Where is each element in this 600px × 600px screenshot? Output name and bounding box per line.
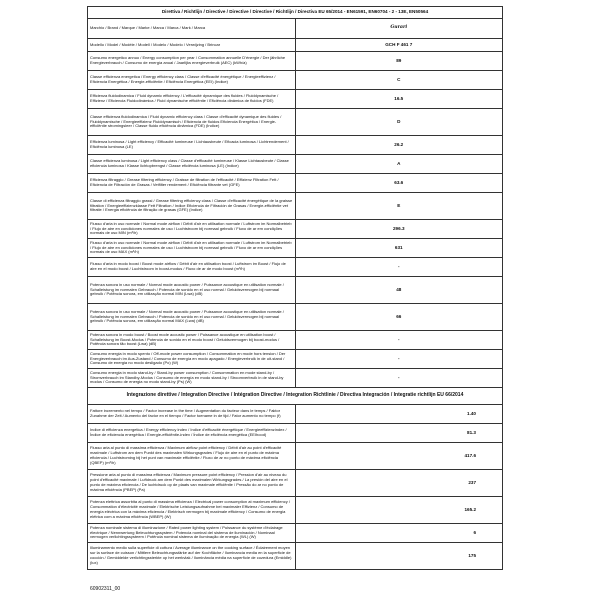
directive-header: Direttiva / Richtlijn / Directive / Directive / Directive / Richtlijn / Directiva EU 65/2014 - EN61591, EN60704 - 2 - 13E, EN50564 [88, 7, 503, 19]
integration-section-title: Integrazione direttive / Integration Directive / Intégration Directive / Integration Richtlinie / Directiva Integración / Integratie richtlijn EU 66/2014 [88, 388, 503, 405]
row-value: 89 [295, 52, 503, 71]
table-row [88, 424, 503, 443]
row-value: GCH F 461 7 [295, 39, 503, 52]
row-label: Illuminamento medio sulla superficie di cottura / Average illuminance on the cooking surface / Éclairement moyen sur la surface de cuisson / Mittlere Beleuchtungsstärke auf der Kochfläche / Iluminancia media en la superficie de cocción / Gemiddelde verlichtingssterkte op het werkvlak / Iluminância média na superfície de cozedura (Emiddle) (lux) [88, 543, 296, 570]
table-row [88, 443, 503, 470]
table-row [88, 331, 503, 350]
row-label: Efficienza filtraggio / Grease filtering efficiency / Graisse de filtration de l'efficacité / Effizienz Filtration Fett / Eficiencia de Filtración de Grasas / Vetfilter rendement / Eficiência filtrante vet (GFE) [88, 174, 296, 193]
brand-logo: Gurari [295, 19, 503, 39]
row-label: Modello / Model / Modèle / Modell / Modelo / Modelo / Verwijzing / Brincar [88, 39, 296, 52]
table-row [88, 109, 503, 136]
table-row [88, 19, 503, 39]
row-value: 237 [295, 470, 503, 497]
row-label: Marchio / Brand / Marque / Marke / Marca / Marca / Mark / Marca [88, 19, 296, 39]
row-label: Classe di efficienza filtraggio grassi / Grease filtering efficiency class / Classe d'efficacité énergétique de la graisse filtration / Energieeffizienzklasse Fett Filtration / Indice Eficiencia de Filtración de Grasas / Energie-efficiëntie vet filtratie / Energia eficiência de filtração de grasas (GFE) (Indice) [88, 193, 296, 220]
row-label: Flusso d'aria in modo boost / Boost mode airflow / Débit d'air en utilisation boost / Luftstrom im Boost / Flujo de aire en el modo boost / Luchtstroom in boost-modus / Fluxo de ar de modo boost (m³/h) [88, 258, 296, 277]
row-label: Flusso d'aria in uso normale / Normal mode airflow / Débit d'air en utilisation normale / Luftstrom im Normalbetrieb / Flujo de aire en condiciones normales de uso / Luchtstroom bij normaal gebruik / Fluxo de ar em condições normais de uso MIN (m³/h) [88, 220, 296, 239]
table-row [88, 239, 503, 258]
row-value: - [295, 350, 503, 369]
table-row [88, 193, 503, 220]
row-value: 26.2 [295, 136, 503, 155]
row-label: Flusso d'aria in uso normale / Normal mode airflow / Débit d'air en utilisation normale / Luftstrom im Normalbetrieb / Flujo de aire en condiciones normales de uso / Luchtstroom bij normaal gebruik / Fluxo de ar em condições normais de uso MAX (m³/h) [88, 239, 296, 258]
row-label: Potenza sonora in uso normale / Normal mode acoustic power / Puissance acoustique en utilisation normale / Schalleistung im normalen Gebrauch / Potencia de sonido en el uso normal / Geluidsvermogen bij normaal gebruik / Potência sonora, em utilização normal MAX (Lwa) (dB) [88, 304, 296, 331]
table-row [88, 405, 503, 424]
row-label: Classe efficienza fluidodinamica / Fluid dynamic efficiency class / Classe d'efficacité dynamique des fluides / Fluiddynamische / Energieeffizienz Fluiddynamisch / Eficiencia de fluidos Eficiencia Energética / Energie-efficiëntie stromingsleer / Classe fluido eficiência dinâmica (FDE) (Indice) [88, 109, 296, 136]
table-row [88, 258, 503, 277]
row-label: Potenza elettrica assorbita al punto di massima efficienza / Electrical power consumption at maximum efficiency / Consommation d'électricité maximale / Elektrische Leistungsaufnahme bei maximaler Effizienz / Consumo de energía eléctrica con la máxima eficiencia / Elektrisch vermogen bij maximale efficiency / Consumo de energia elétrica com a máxima eficiência (WBEP) (W) [88, 497, 296, 524]
row-value: 66 [295, 304, 503, 331]
row-value: C [295, 71, 503, 90]
row-value: 1.40 [295, 405, 503, 424]
table-row [88, 39, 503, 52]
table-row [88, 543, 503, 570]
energy-label-table [87, 6, 503, 570]
row-label: Fattore incremento nel tempo / Factor increase in the time / Augmentation du facteur dans le temps / Faktor Zunahme der Zeit / Aumento del factor en el tiempo / Factor toename in de tijd / Fator aumento no tempo (f) [88, 405, 296, 424]
row-label: Classe efficienza energetica / Energy efficiency class / Classe d'efficacité énergétique / Energieeffizienz / Eficiencia Energética / Energie-efficiëntie / Eficiência Energética (EEI) (Indice) [88, 71, 296, 90]
row-label: Consumo energia in modo stand-by / Stand-by power consumption / Consommation en mode stand-by / Stromverbrauch im Standby-Modus / Consumo de energía en modo stand-by / Stroomverbruik in de stand-by modus / Consumo de energia no modo stand-by (Ps) (W) [88, 369, 296, 388]
table-row [88, 155, 503, 174]
row-value: 417.6 [295, 443, 503, 470]
table-row [88, 136, 503, 155]
row-value: 296.3 [295, 220, 503, 239]
table-row [88, 277, 503, 304]
row-value: 81.3 [295, 424, 503, 443]
table-row [88, 52, 503, 71]
row-label: Potenza sonora in modo boost / Boost mode acoustic power / Puissance acoustique en utilisation boost / Schalleistung im Boost-Modus / Potencia de sonido en el modo boost / Geluidsvermogen bij boost-modus / Potência sonora tão boost (Lwa) (dB) [88, 331, 296, 350]
row-value: - [295, 369, 503, 388]
row-value: 16.5 [295, 90, 503, 109]
row-value: A [295, 155, 503, 174]
row-label: Classe efficienza luminosa / Light efficiency class / Classe d'efficacité lumineuse / Klasse Lichtausbeute / Classe eficiencia luminosa / Klasse lichtopbrengst / Classe eficiência luminosa (LE) (Indice) [88, 155, 296, 174]
table-row [88, 220, 503, 239]
table-row [88, 71, 503, 90]
row-value: 63.6 [295, 174, 503, 193]
row-label: Potenza nominale sistema di illuminazione / Rated power lighting system / Puissance du système d'éclairage électrique / Nennwertung Beleuchtungssystem / Potencia nominal del sistema de iluminación / Nominaal vermogen verlichtingssysteem / Potência nominal sistema de iluminação de energia (WL) (W) [88, 524, 296, 543]
table-row [88, 470, 503, 497]
product-code: 60902311_00 [90, 586, 121, 592]
table-row [88, 304, 503, 331]
table-row [88, 497, 503, 524]
row-value: - [295, 331, 503, 350]
row-label: Potenza sonora in uso normale / Normal mode acoustic power / Puissance acoustique en utilisation normale / Schalleistung im normalen Gebrauch / Potencia de sonido en el uso normal / Geluidsvermogen bij normaal gebruik / Potência sonora, em utilização normal MIN (Lwa) (dB) [88, 277, 296, 304]
row-label: Pressione aria al punto di massima efficienza / Maximum pressure point efficiency / Pression d'air au niveau du point d'efficacité maximale / Luftdruck am dem Punkt des maximalen Wirkungsgrades / La presión del aire en el punto de máxima eficiencia / De luchtdruck op de plaats van maximale efficiëntie / Pressão do ar no ponto de máxima eficiência (PBEP) (Pa) [88, 470, 296, 497]
directive-header-row [88, 7, 503, 19]
row-label: Consumo energia in modo spento / Off-mode power consumption / Consommation en mode hors tension / Der Energieverbrauch im Aus-Zustand / Consumo de energía en modo apagado / Energieverbruik in de uit-stand / Consumo de energia no modo desligado (Po) (W) [88, 350, 296, 369]
table-row [88, 524, 503, 543]
row-label: Flusso aria al punto di massima efficienza / Maximum airflow point efficiency / Débit d'air au point d'efficacité maximale / Luftstrom am dem Punkt des maximalen Wirkungsgrades / Flujo de aire en el punto de máxima eficiencia / Luchtstroming bij het punt van maximale efficiëntie / Fluxo de ar no ponto de máxima eficiência (QBEP) (m³/h) [88, 443, 296, 470]
row-value: 631 [295, 239, 503, 258]
data-sheet [87, 6, 503, 570]
table-row [88, 174, 503, 193]
row-label: Efficienza fluidodinamica / Fluid dynamic efficiency / L'efficacité dynamique des fluides / Fluiddynamische / Effizienz / Eficiencia Fluidodinámica / Fluid dynamische efficiëntie / Eficiência dinâmica de fluidos (FDE) [88, 90, 296, 109]
row-value: 6 [295, 524, 503, 543]
row-label: Efficienza luminosa / Light efficiency / Efficacité lumineuse / Lichtausbeute / Eficacia luminosa / Lichtrendement / Eficiência luminosa (LE) [88, 136, 296, 155]
integration-section-row [88, 388, 503, 405]
table-row [88, 350, 503, 369]
row-value: D [295, 109, 503, 136]
row-value: 165.2 [295, 497, 503, 524]
row-label: Indice di efficienza energetica / Energy efficiency index / Indice d'efficacité énergétique / Energieeffizienzindex / Índice de eficiencia energética / Energie-efficiëntie-index / Índice de eficiência energética (EEIhood) [88, 424, 296, 443]
row-value: - [295, 258, 503, 277]
row-value: E [295, 193, 503, 220]
row-value: 175 [295, 543, 503, 570]
table-row [88, 90, 503, 109]
table-row [88, 369, 503, 388]
row-value: 48 [295, 277, 503, 304]
row-label: Consumo energetico annuo / Energy consumption per year / Consommation annuelle D'énergie / Der jährliche Energieverbrauch / Consumo de energía anual / Jaarlijks energieverbruik (AEC) (kWh/a) [88, 52, 296, 71]
